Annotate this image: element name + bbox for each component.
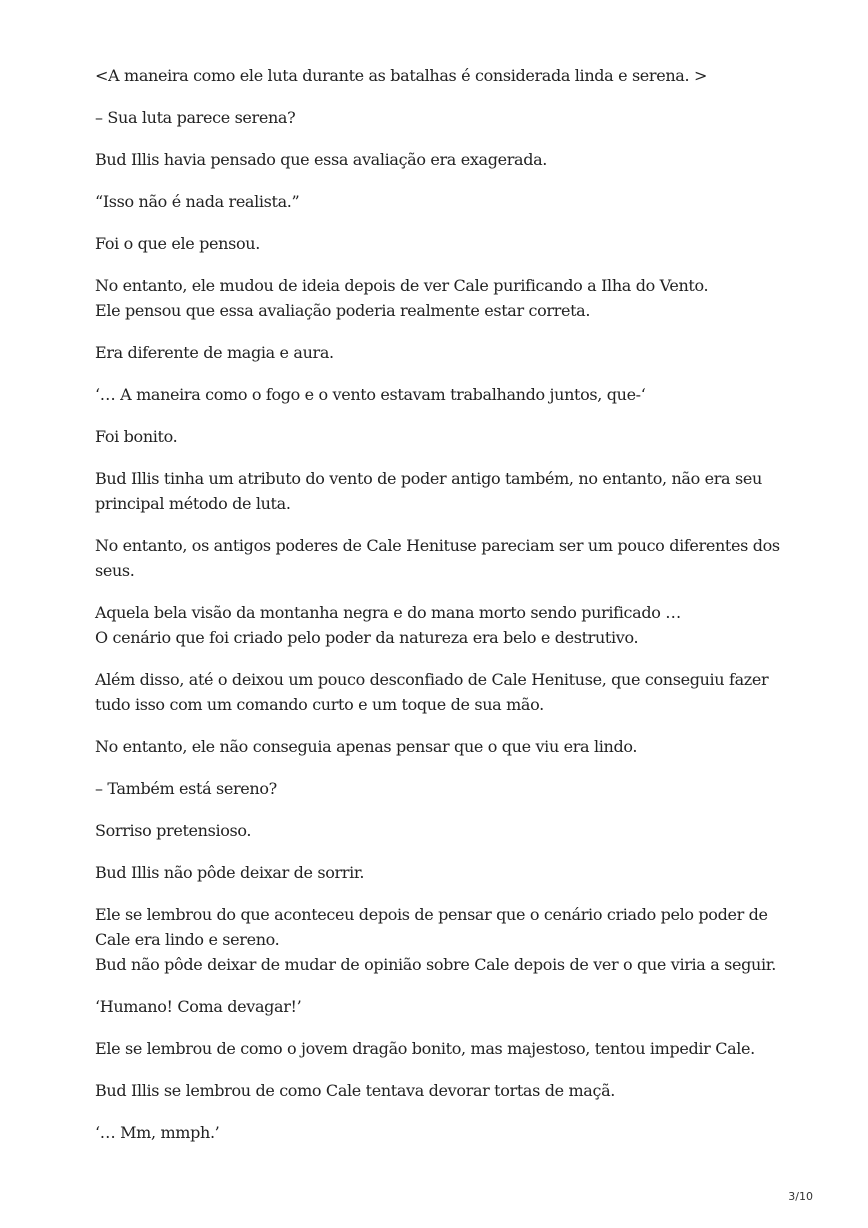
text-line: <A maneira como ele luta durante as batalhas é considerada linda e serena. > [95,66,708,85]
text-line: Bud não pôde deixar de mudar de opinião sobre Cale depois de ver o que viria a seguir. [95,955,777,974]
paragraph [95,231,785,256]
paragraph [95,776,785,801]
text-line: Bud Illis havia pensado que essa avaliação era exagerada. [95,150,548,169]
text-line: No entanto, os antigos poderes de Cale Henituse pareciam ser um pouco diferentes dos [95,536,780,555]
paragraph [95,424,785,449]
text-line: ‘… Mm, mmph.’ [95,1123,220,1142]
text-line: “Isso não é nada realista.” [95,192,300,211]
text-line: Bud Illis se lembrou de como Cale tentava devorar tortas de maçã. [95,1081,615,1100]
paragraph [95,147,785,172]
text-line: Era diferente de magia e aura. [95,343,334,362]
paragraph [95,734,785,759]
paragraph [95,63,785,88]
text-line: O cenário que foi criado pelo poder da natureza era belo e destrutivo. [95,628,639,647]
text-line: Sorriso pretensioso. [95,821,252,840]
paragraph [95,189,785,214]
paragraph [95,818,785,843]
text-line: principal método de luta. [95,494,291,513]
text-line: Foi bonito. [95,427,178,446]
paragraph [95,1120,785,1145]
text-line: Ele se lembrou do que aconteceu depois de pensar que o cenário criado pelo poder de [95,905,768,924]
text-line: ‘… A maneira como o fogo e o vento estavam trabalhando juntos, que-‘ [95,385,646,404]
text-line: Cale era lindo e sereno. [95,930,280,949]
text-line: – Sua luta parece serena? [95,108,296,127]
text-line: ‘Humano! Coma devagar!’ [95,997,302,1016]
paragraph [95,340,785,365]
paragraph [95,466,785,516]
paragraph [95,533,785,583]
text-line: Além disso, até o deixou um pouco desconfiado de Cale Henituse, que conseguiu fazer [95,670,769,689]
text-line: Aquela bela visão da montanha negra e do mana morto sendo purificado … [95,603,681,622]
text-line: Bud Illis não pôde deixar de sorrir. [95,863,365,882]
text-line: No entanto, ele mudou de ideia depois de ver Cale purificando a Ilha do Vento. [95,276,709,295]
text-line: seus. [95,561,135,580]
paragraph [95,105,785,130]
text-line: – Também está sereno? [95,779,277,798]
paragraph [95,382,785,407]
paragraph [95,600,785,650]
paragraph [95,1078,785,1103]
page-number: 3/10 [788,1190,813,1203]
paragraph [95,994,785,1019]
text-line: No entanto, ele não conseguia apenas pensar que o que viu era lindo. [95,737,638,756]
text-line: Ele pensou que essa avaliação poderia realmente estar correta. [95,301,591,320]
paragraph [95,860,785,885]
text-line: tudo isso com um comando curto e um toque de sua mão. [95,695,544,714]
paragraph [95,1036,785,1061]
document-body [95,63,785,1162]
text-line: Ele se lembrou de como o jovem dragão bonito, mas majestoso, tentou impedir Cale. [95,1039,755,1058]
paragraph [95,667,785,717]
paragraph [95,273,785,323]
text-line: Foi o que ele pensou. [95,234,260,253]
text-line: Bud Illis tinha um atributo do vento de poder antigo também, no entanto, não era seu [95,469,762,488]
paragraph [95,902,785,977]
